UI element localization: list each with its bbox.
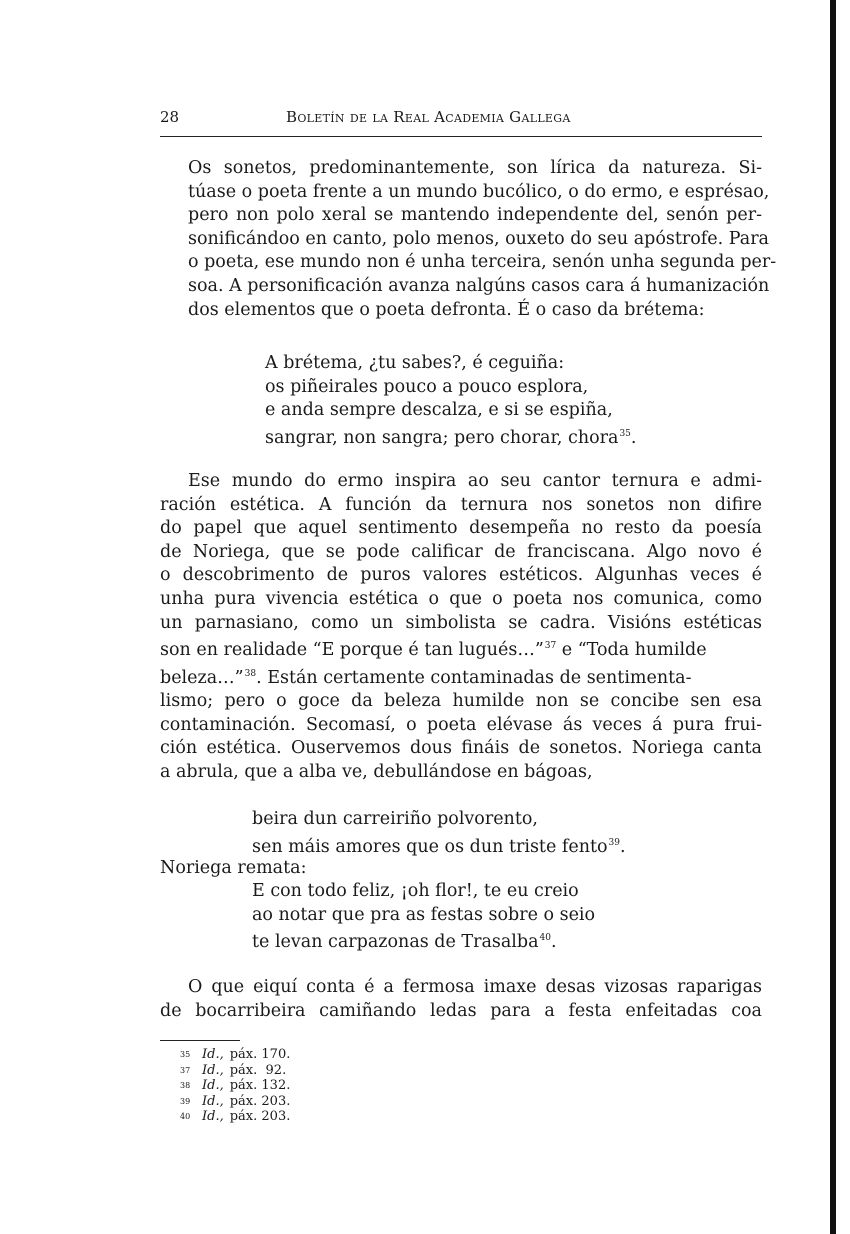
text-segment: beleza…” bbox=[160, 667, 244, 688]
footnote-number: 39 bbox=[180, 1096, 191, 1106]
text-line: Os sonetos, predominantemente, son lírica da natureza. Si- bbox=[188, 158, 762, 178]
footnote bbox=[180, 1094, 290, 1110]
verse-block-1 bbox=[265, 352, 636, 450]
text-line: un parnasiano, como un simbolista se cadra. Visións estéticas bbox=[160, 612, 762, 633]
verse-line-last: sangrar, non sangra; pero chorar, chora$^{35}$. bbox=[265, 427, 637, 448]
journal-title: Boletín de la Real Academia Gallega bbox=[286, 108, 571, 126]
verse-block-3 bbox=[252, 880, 595, 955]
text-line: ración estética. A función da ternura nos sonetos non difire bbox=[160, 494, 762, 515]
text-line: O que eiquí conta é a fermosa imaxe desas vizosas raparigas bbox=[188, 977, 762, 997]
verse-line: beira dun carreiriño polvorento, bbox=[252, 809, 538, 829]
footnote-ref: 39 bbox=[608, 837, 620, 848]
text-line: de bocarribeira camiñando ledas para a festa enfeitadas coa bbox=[160, 1000, 762, 1021]
verse-line: E con todo feliz, ¡oh flor!, te eu creio bbox=[252, 881, 579, 901]
text-line: soa. A personificación avanza nalgúns casos cara á humanización bbox=[188, 275, 770, 296]
verse-block-2 bbox=[252, 808, 626, 859]
text-segment: e “Toda humilde bbox=[556, 639, 707, 660]
footnote-ref-text: Id., bbox=[202, 1078, 224, 1093]
footnote-ref: 35 bbox=[619, 428, 631, 439]
footnote-page: páx. 92. bbox=[229, 1062, 287, 1078]
header-rule bbox=[160, 136, 762, 137]
page-edge-shadow bbox=[830, 0, 836, 1234]
footnote-page: páx. 170. bbox=[229, 1047, 291, 1062]
noriega-remata: Noriega remata: bbox=[160, 858, 307, 878]
footnote-ref-text: Id., bbox=[202, 1047, 224, 1062]
text-line: túase o poeta frente a un mundo bucólico, o do ermo, e esprésao, bbox=[188, 181, 770, 202]
footnote-number: 35 bbox=[180, 1050, 191, 1059]
footnote-page: páx. 203. bbox=[229, 1093, 291, 1109]
text-segment: son en realidade “E porque é tan lugués…” bbox=[160, 639, 544, 660]
footnote-page: páx. 132. bbox=[229, 1078, 291, 1093]
footnote-number: 38 bbox=[180, 1081, 191, 1090]
footnote-ref: 40 bbox=[539, 933, 551, 944]
paragraph-1 bbox=[160, 157, 777, 322]
text-line: dos elementos que o poeta defronta. É o caso da brétema: bbox=[188, 299, 705, 320]
text-segment: . Están certamente contaminadas de sentimenta- bbox=[256, 667, 692, 688]
footnote-number: 40 bbox=[180, 1112, 191, 1121]
page-number: 28 bbox=[160, 108, 180, 126]
text-line: lismo; pero o goce da beleza humilde non se concibe sen esa bbox=[160, 691, 762, 711]
verse-line-last: sen máis amores que os dun triste fento$^{39}$. bbox=[252, 836, 626, 857]
footnote bbox=[180, 1109, 290, 1125]
text-line: a abrula, que a alba ve, debullándose en bágoas, bbox=[160, 761, 593, 782]
footnote-ref-text: Id., bbox=[202, 1109, 224, 1124]
footnote-number: 37 bbox=[180, 1065, 191, 1075]
text-line: ción estética. Ouservemos dous fináis de sonetos. Noriega canta bbox=[160, 738, 762, 759]
verse-text: te levan carpazonas de Trasalba bbox=[252, 932, 539, 953]
text-line: sonificándoo en canto, polo menos, ouxeto do seu apóstrofe. Para bbox=[188, 228, 769, 249]
verse-line: A brétema, ¿tu sabes?, é ceguiña: bbox=[265, 353, 565, 373]
text-line: o descobrimento de puros valores estéticos. Algunhas veces é bbox=[160, 565, 762, 586]
footnotes bbox=[180, 1047, 290, 1125]
paragraph-3 bbox=[160, 976, 762, 1023]
text-line: Ese mundo do ermo inspira ao seu cantor ternura e admi- bbox=[188, 471, 762, 491]
verse-line: e anda sempre descalza, e si se espiña, bbox=[265, 400, 613, 421]
verse-line-last: te levan carpazonas de Trasalba$^{40}$. bbox=[252, 932, 557, 953]
footnote-ref-text: Id., bbox=[202, 1093, 224, 1109]
paragraph-2 bbox=[160, 470, 762, 784]
footnote bbox=[180, 1078, 290, 1094]
text-line: o poeta, ese mundo non é unha terceira, senón unha segunda per- bbox=[188, 252, 777, 273]
verse-text: sen máis amores que os dun triste fento bbox=[252, 836, 608, 857]
verse-line: ao notar que pra as festas sobre o seio bbox=[252, 904, 596, 925]
text-line: contaminación. Secomasí, o poeta elévase ás veces á pura frui- bbox=[160, 714, 762, 735]
text-line: do papel que aquel sentimento desempeña no resto da poesía bbox=[160, 518, 762, 539]
text-line: unha pura vivencia estética o que o poeta nos comunica, como bbox=[160, 588, 762, 609]
text-line bbox=[160, 635, 762, 662]
footnote-page: páx. 203. bbox=[229, 1109, 291, 1124]
footnote-ref: 37 bbox=[544, 641, 557, 652]
text-line: pero non polo xeral se mantendo independente del, senón per- bbox=[188, 205, 762, 226]
verse-text: sangrar, non sangra; pero chorar, chora bbox=[265, 427, 619, 448]
text-line bbox=[160, 663, 762, 690]
footnote-ref: 38 bbox=[244, 668, 257, 679]
text-line: de Noriega, que se pode calificar de franciscana. Algo novo é bbox=[160, 541, 762, 562]
footnote bbox=[180, 1063, 290, 1079]
verse-line: os piñeirales pouco a pouco esplora, bbox=[265, 376, 589, 397]
footnote-ref-text: Id., bbox=[202, 1062, 224, 1078]
footnote-rule bbox=[160, 1040, 240, 1041]
footnote bbox=[180, 1047, 290, 1063]
